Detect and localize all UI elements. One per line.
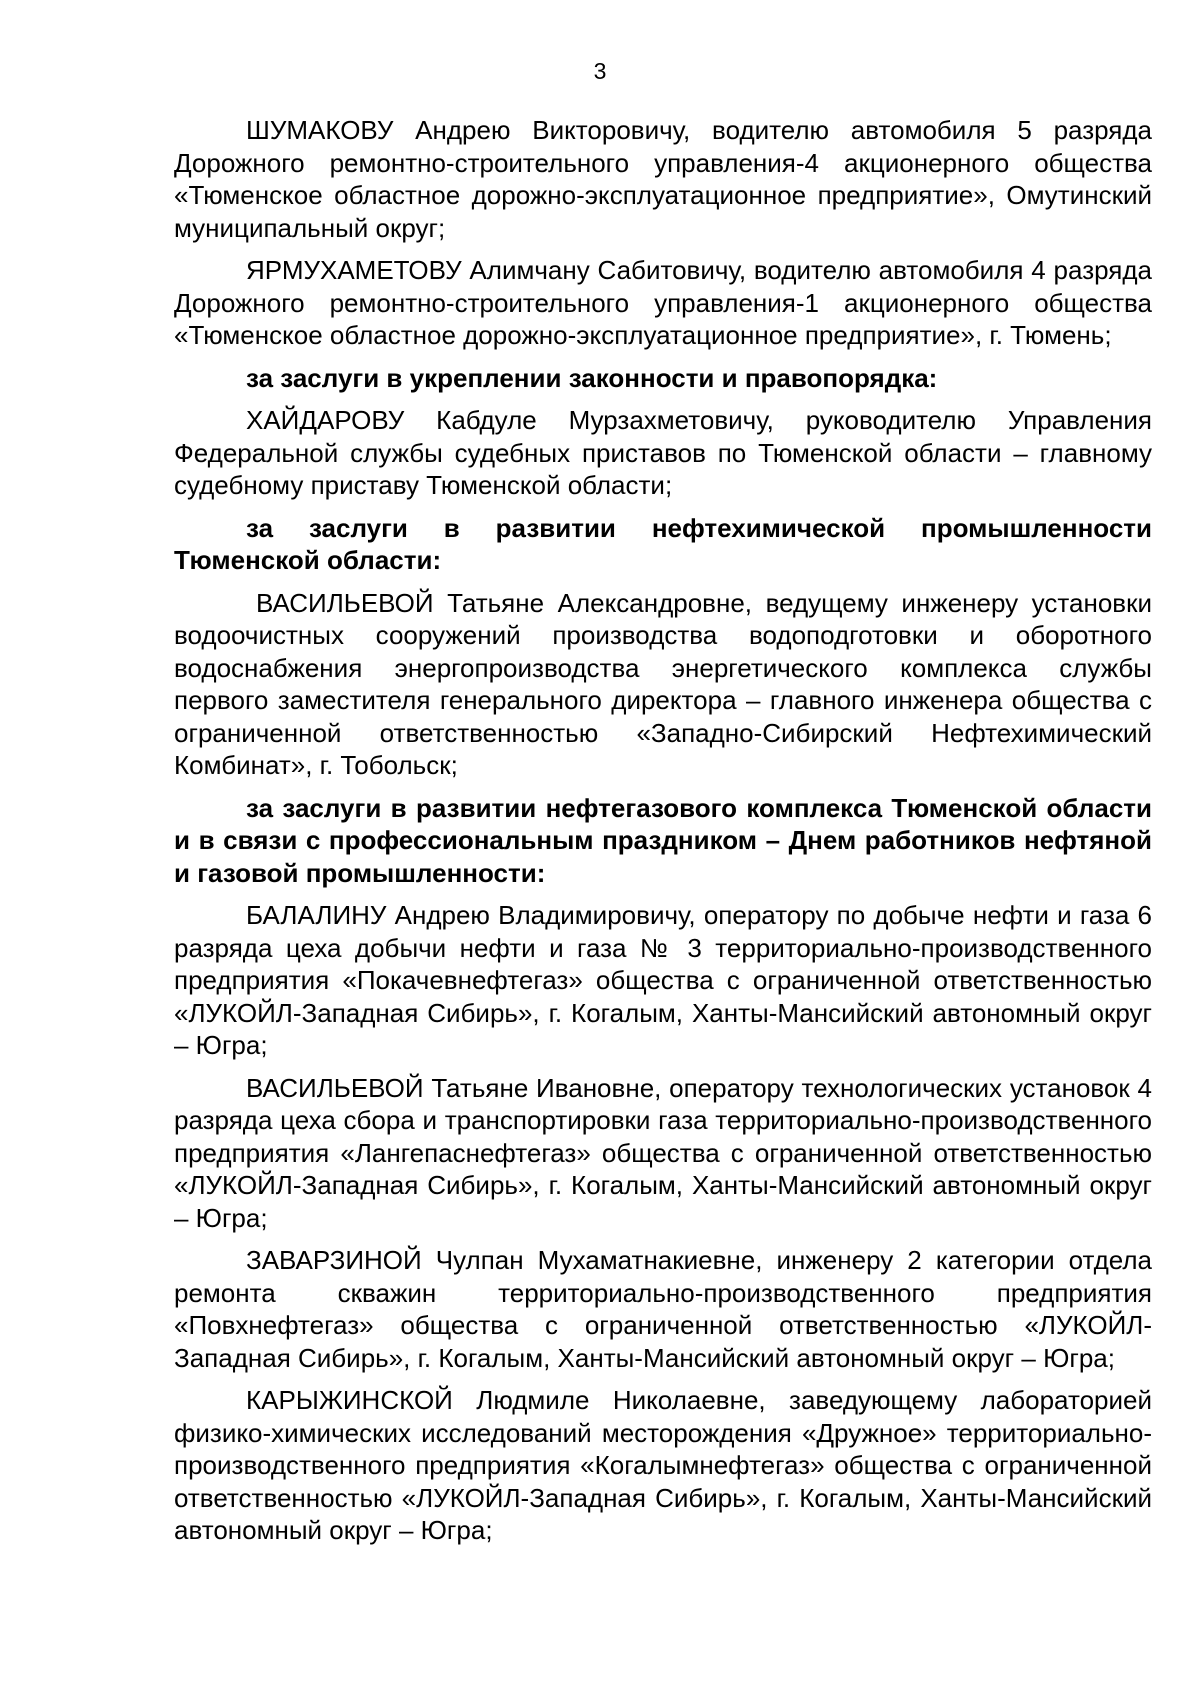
award-entry-yarmukhametov: ЯРМУХАМЕТОВУ Алимчану Сабитовичу, водителю автомобиля 4 разряда Дорожного ремонтно-строительного управления-1 акционерного общества «Тюменское областное дорожно-эксплуатационное предприятие», г. Тюмень;	[174, 255, 1152, 350]
document-body	[174, 114, 1152, 1557]
section-heading-petrochemical: за заслуги в развитии нефтехимической промышленности Тюменской области:	[174, 512, 1152, 575]
award-entry-balalin: БАЛАЛИНУ Андрею Владимировичу, оператору по добыче нефти и газа 6 разряда цеха добычи нефти и газа № 3 территориально-производственного предприятия «Покачевнефтегаз» общества с ограниченной ответственностью «ЛУКОЙЛ-Западная Сибирь», г. Когалым, Ханты-Мансийский автономный округ – Югра;	[174, 900, 1152, 1060]
award-entry-zavarzina: ЗАВАРЗИНОЙ Чулпан Мухаматнакиевне, инженеру 2 категории отдела ремонта скважин территориально-производственного предприятия «Повхнефтегаз» общества с ограниченной ответственностью «ЛУКОЙЛ-Западная Сибирь», г. Когалым, Ханты-Мансийский автономный округ – Югра;	[174, 1245, 1152, 1373]
award-entry-vasilyeva-ti: ВАСИЛЬЕВОЙ Татьяне Ивановне, оператору технологических установок 4 разряда цеха сбора и транспортировки газа территориально-производственного предприятия «Лангепаснефтегаз» общества с ограниченной ответственностью «ЛУКОЙЛ-Западная Сибирь», г. Когалым, Ханты-Мансийский автономный округ – Югра;	[174, 1072, 1152, 1233]
section-heading-oil-gas: за заслуги в развитии нефтегазового комплекса Тюменской области и в связи с профессиональным праздником – Днем работников нефтяной и газовой промышленности:	[174, 792, 1152, 888]
section-heading-law-order: за заслуги в укреплении законности и правопорядка:	[246, 362, 938, 393]
award-entry-shumakov: ШУМАКОВУ Андрею Викторовичу, водителю автомобиля 5 разряда Дорожного ремонтно-строительного управления-4 акционерного общества «Тюменское областное дорожно-эксплуатационное предприятие», Омутинский муниципальный округ;	[174, 115, 1152, 243]
award-entry-karyzhinskaya: КАРЫЖИНСКОЙ Людмиле Николаевне, заведующему лабораторией физико-химических исследований месторождения «Дружное» территориально-производственного предприятия «Когалымнефтегаз» общества с ограниченной ответственностью «ЛУКОЙЛ-Западная Сибирь», г. Когалым, Ханты-Мансийский автономный округ – Югра;	[174, 1385, 1152, 1545]
award-entry-khaidarov: ХАЙДАРОВУ Кабдуле Мурзахметовичу, руководителю Управления Федеральной службы судебных приставов по Тюменской области – главному судебному приставу Тюменской области;	[174, 405, 1152, 500]
page-number: 3	[593, 58, 607, 84]
award-entry-vasilyeva-ta: ВАСИЛЬЕВОЙ Татьяне Александровне, ведущему инженеру установки водоочистных сооружений производства водоподготовки и оборотного водоснабжения энергопроизводства энергетического комплекса службы первого заместителя генерального директора – главного инженера общества с ограниченной ответственностью «Западно-Сибирский Нефтехимический Комбинат», г. Тобольск;	[174, 587, 1152, 780]
